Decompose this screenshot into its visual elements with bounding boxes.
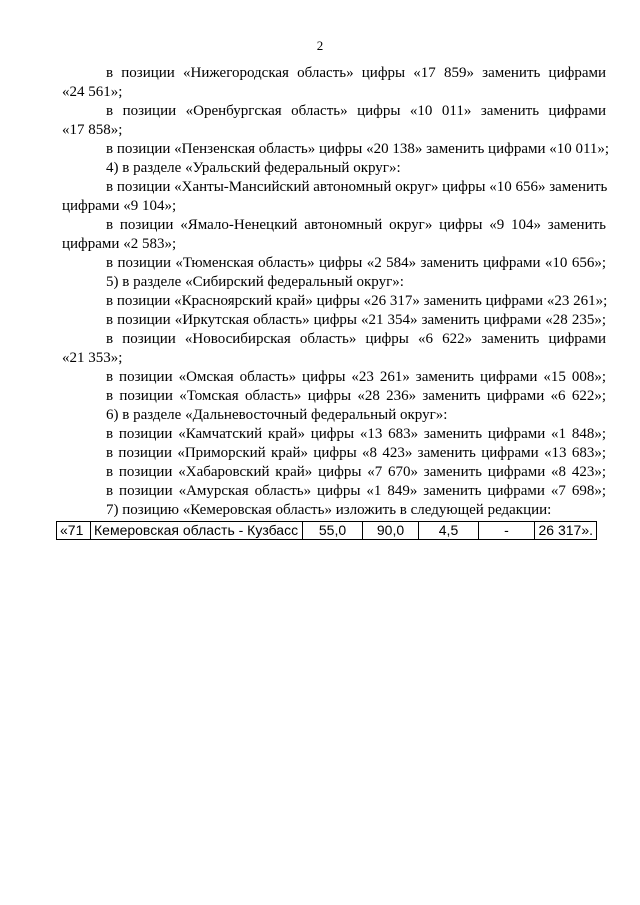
text-line-11: в позиции «Тюменская область» цифры «2 584» заменить цифрами «10 656»;	[106, 255, 606, 271]
text-line-10: цифрами «2 583»;	[62, 236, 177, 252]
text-line-23: в позиции «Амурская область» цифры «1 849» заменить цифрами «7 698»;	[106, 483, 606, 499]
text-line-6: 4) в разделе «Уральский федеральный округ»:	[106, 160, 401, 176]
row-number-cell: «71	[57, 522, 91, 540]
value-cell-4: -	[479, 522, 535, 540]
text-line-12: 5) в разделе «Сибирский федеральный округ»:	[106, 274, 404, 290]
text-line-14: в позиции «Иркутская область» цифры «21 354» заменить цифрами «28 235»;	[106, 312, 606, 328]
page-number: 2	[316, 38, 324, 53]
text-line-15: в позиции «Новосибирская область» цифры «6 622» заменить цифрами	[106, 331, 606, 347]
value-cell-5: 26 317».	[535, 522, 597, 540]
text-line-22: в позиции «Хабаровский край» цифры «7 670» заменить цифрами «8 423»;	[106, 464, 606, 480]
text-line-4: «17 858»;	[62, 122, 123, 138]
text-line-1: в позиции «Нижегородская область» цифры «17 859» заменить цифрами	[106, 65, 606, 81]
value-cell-1: 55,0	[303, 522, 363, 540]
text-line-3: в позиции «Оренбургская область» цифры «10 011» заменить цифрами	[106, 103, 606, 119]
text-line-21: в позиции «Приморский край» цифры «8 423» заменить цифрами «13 683»;	[106, 445, 606, 461]
value-cell-3: 4,5	[419, 522, 479, 540]
region-name-cell: Кемеровская область - Кузбасс	[91, 522, 303, 540]
text-line-19: 6) в разделе «Дальневосточный федеральный округ»:	[106, 407, 448, 423]
table-row	[57, 522, 597, 540]
text-line-2: «24 561»;	[62, 84, 123, 100]
text-line-7: в позиции «Ханты-Мансийский автономный округ» цифры «10 656» заменить	[106, 179, 608, 195]
text-line-17: в позиции «Омская область» цифры «23 261» заменить цифрами «15 008»;	[106, 369, 606, 385]
text-line-24: 7) позицию «Кемеровская область» изложить в следующей редакции:	[106, 502, 552, 518]
text-line-20: в позиции «Камчатский край» цифры «13 683» заменить цифрами «1 848»;	[106, 426, 606, 442]
text-line-18: в позиции «Томская область» цифры «28 236» заменить цифрами «6 622»;	[106, 388, 606, 404]
replacement-table	[56, 521, 597, 540]
text-line-5: в позиции «Пензенская область» цифры «20 138» заменить цифрами «10 011»;	[106, 141, 610, 157]
text-line-16: «21 353»;	[62, 350, 123, 366]
text-line-9: в позиции «Ямало-Ненецкий автономный округ» цифры «9 104» заменить	[106, 217, 606, 233]
text-line-8: цифрами «9 104»;	[62, 198, 177, 214]
text-line-13: в позиции «Красноярский край» цифры «26 317» заменить цифрами «23 261»;	[106, 293, 608, 309]
value-cell-2: 90,0	[363, 522, 419, 540]
